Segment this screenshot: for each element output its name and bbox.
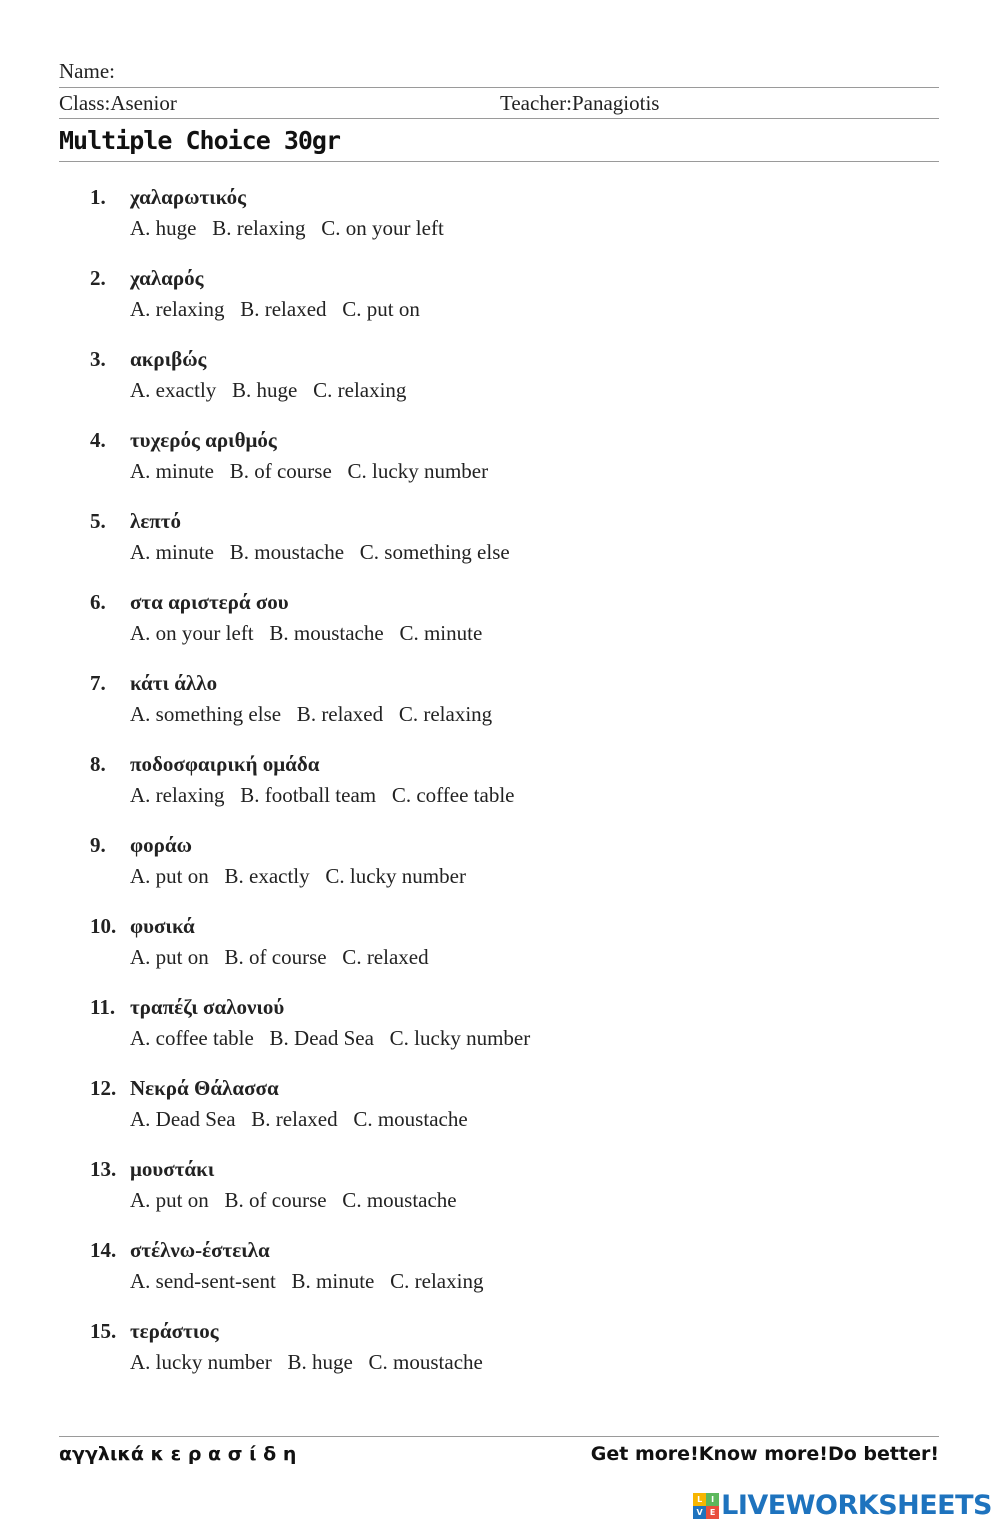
question-item — [90, 749, 890, 830]
question-item — [90, 668, 890, 749]
question-item — [90, 587, 890, 668]
question-word: φυσικά — [130, 914, 195, 938]
answer-options[interactable]: A. coffee table B. Dead Sea C. lucky number — [130, 1026, 531, 1050]
worksheet-title: Multiple Choice 30gr — [59, 121, 939, 162]
question-item — [90, 992, 890, 1073]
question-number: 5. — [90, 509, 106, 533]
liveworksheets-brand[interactable] — [693, 1490, 992, 1522]
question-word: μουστάκι — [130, 1157, 215, 1181]
logo-square: I — [706, 1493, 719, 1506]
question-number: 10. — [90, 914, 117, 938]
question-word: φοράω — [130, 833, 192, 857]
question-prompt — [90, 1154, 890, 1185]
question-number: 14. — [90, 1238, 117, 1262]
question-item — [90, 182, 890, 263]
question-word: κάτι άλλο — [130, 671, 218, 695]
question-word: τυχερός αριθμός — [130, 428, 277, 452]
question-prompt — [90, 587, 890, 618]
class-label: Class:Asenior — [59, 91, 177, 115]
question-prompt — [90, 911, 890, 942]
question-word: λεπτό — [130, 509, 181, 533]
question-prompt — [90, 830, 890, 861]
question-number: 3. — [90, 347, 106, 371]
question-prompt — [90, 344, 890, 375]
answer-options[interactable]: A. put on B. of course C. relaxed — [130, 945, 429, 969]
answer-options[interactable]: A. minute B. moustache C. something else — [130, 540, 510, 564]
question-item — [90, 1073, 890, 1154]
footer-divider — [59, 1436, 939, 1437]
teacher-label: Teacher:Panagiotis — [500, 91, 660, 115]
question-word: τεράστιος — [130, 1319, 219, 1343]
question-prompt — [90, 749, 890, 780]
question-item — [90, 506, 890, 587]
question-word: χαλαρός — [130, 266, 204, 290]
question-item — [90, 1316, 890, 1397]
question-word: τραπέζι σαλονιού — [130, 995, 285, 1019]
liveworksheets-logo-icon — [693, 1493, 719, 1519]
question-prompt — [90, 425, 890, 456]
answer-options[interactable]: A. Dead Sea B. relaxed C. moustache — [130, 1107, 468, 1131]
logo-square: V — [693, 1506, 706, 1519]
question-list — [90, 182, 890, 1397]
question-number: 6. — [90, 590, 106, 614]
class-teacher-row — [59, 88, 939, 119]
question-prompt — [90, 506, 890, 537]
brand-name: LIVEWORKSHEETS — [721, 1490, 992, 1521]
question-number: 1. — [90, 185, 106, 209]
question-item — [90, 830, 890, 911]
question-item — [90, 263, 890, 344]
question-number: 7. — [90, 671, 106, 695]
question-prompt — [90, 182, 890, 213]
question-word: στα αριστερά σου — [130, 590, 289, 614]
logo-square: L — [693, 1493, 706, 1506]
footer-slogan: Get more!Know more!Do better! — [590, 1443, 939, 1465]
question-number: 11. — [90, 995, 116, 1019]
question-number: 13. — [90, 1157, 117, 1181]
answer-options[interactable]: A. put on B. exactly C. lucky number — [130, 864, 466, 888]
question-item — [90, 1235, 890, 1316]
question-word: ποδοσφαιρική ομάδα — [130, 752, 320, 776]
name-row — [59, 56, 939, 88]
question-prompt — [90, 1316, 890, 1347]
question-number: 8. — [90, 752, 106, 776]
question-item — [90, 911, 890, 992]
question-word: χαλαρωτικός — [130, 185, 247, 209]
question-prompt — [90, 1073, 890, 1104]
answer-options[interactable]: A. exactly B. huge C. relaxing — [130, 378, 407, 402]
question-prompt — [90, 1235, 890, 1266]
question-item — [90, 344, 890, 425]
question-prompt — [90, 668, 890, 699]
question-prompt — [90, 992, 890, 1023]
name-label: Name: — [59, 59, 115, 83]
answer-options[interactable]: A. put on B. of course C. moustache — [130, 1188, 457, 1212]
question-number: 15. — [90, 1319, 117, 1343]
answer-options[interactable]: A. relaxing B. football team C. coffee table — [130, 783, 515, 807]
answer-options[interactable]: A. huge B. relaxing C. on your left — [130, 216, 444, 240]
question-item — [90, 425, 890, 506]
answer-options[interactable]: A. lucky number B. huge C. moustache — [130, 1350, 483, 1374]
question-number: 12. — [90, 1076, 117, 1100]
logo-square: E — [706, 1506, 719, 1519]
answer-options[interactable]: A. on your left B. moustache C. minute — [130, 621, 483, 645]
worksheet-header — [59, 56, 939, 162]
answer-options[interactable]: A. send-sent-sent B. minute C. relaxing — [130, 1269, 484, 1293]
answer-options[interactable]: A. something else B. relaxed C. relaxing — [130, 702, 493, 726]
footer-left-text: αγγλικά κ ε ρ α σ ί δ η — [59, 1443, 297, 1465]
question-number: 9. — [90, 833, 106, 857]
question-number: 2. — [90, 266, 106, 290]
question-number: 4. — [90, 428, 106, 452]
question-item — [90, 1154, 890, 1235]
question-word: Νεκρά Θάλασσα — [130, 1076, 279, 1100]
question-prompt — [90, 263, 890, 294]
question-word: στέλνω-έστειλα — [130, 1238, 270, 1262]
question-word: ακριβώς — [130, 347, 207, 371]
answer-options[interactable]: A. relaxing B. relaxed C. put on — [130, 297, 420, 321]
answer-options[interactable]: A. minute B. of course C. lucky number — [130, 459, 489, 483]
